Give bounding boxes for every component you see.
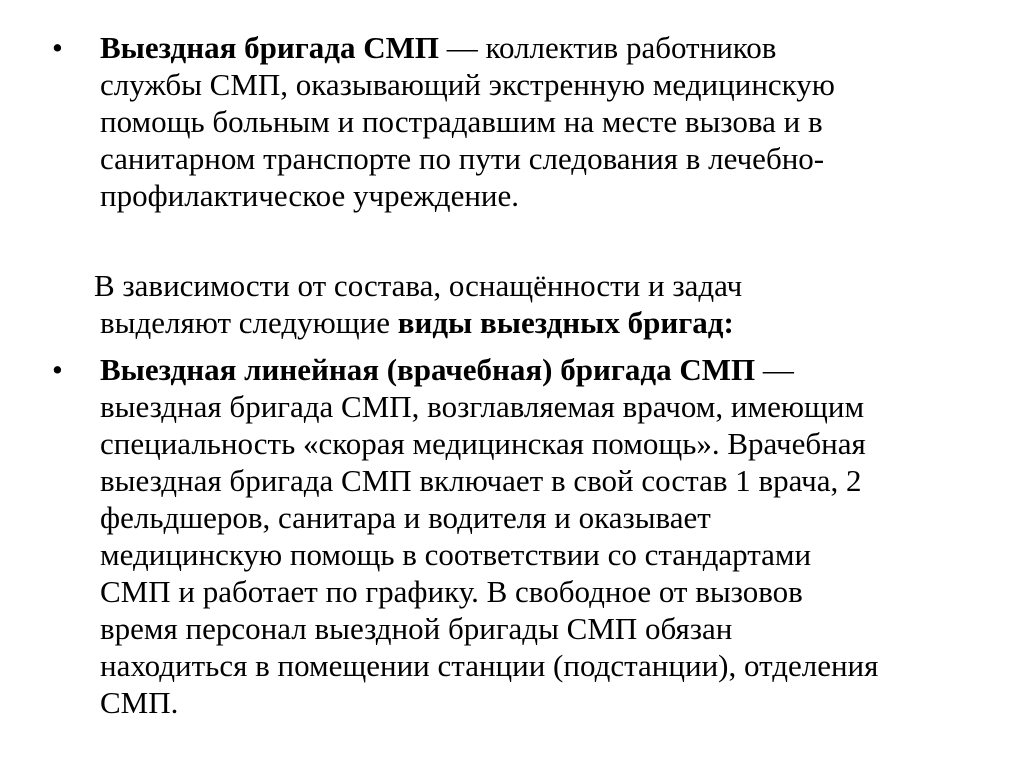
paragraph3-line-2: выездная бригада СМП, возглавляемая врачом, имеющим [100,389,865,424]
paragraph1-line-1-text: — коллектив работников [438,30,777,65]
bullet-1: • [52,30,63,65]
paragraph3-line-3: специальность «скорая медицинская помощь». Врачебная [100,426,866,461]
paragraph1-line-1 [100,30,776,66]
paragraph3-line-9: находиться в помещении станции (подстанции), отделения [100,648,879,683]
paragraph2-line-2-bold: виды выездных бригад: [397,305,734,340]
paragraph3-line-5: фельдшеров, санитара и водителя и оказывает [100,500,711,535]
paragraph3-line-1-bold: Выездная линейная (врачебная) бригада СМП [100,352,756,387]
paragraph2-line-1: В зависимости от состава, оснащённости и задач [94,268,743,303]
bullet-2: • [52,352,63,387]
paragraph1-line-3: помощь больным и пострадавшим на месте вызова и в [100,104,823,139]
paragraph3-line-1 [100,352,794,388]
paragraph3-line-10: СМП. [100,685,179,720]
paragraph3-line-4: выездная бригада СМП включает в свой состав 1 врача, 2 [100,463,862,498]
paragraph1-line-5: профилактическое учреждение. [100,178,520,213]
paragraph2-line-2 [100,305,734,341]
paragraph1-line-4: санитарном транспорте по пути следования в лечебно- [100,141,825,176]
paragraph1-line-1-bold: Выездная бригада СМП [100,30,439,65]
paragraph1-line-2: службы СМП, оказывающий экстренную медицинскую [100,67,835,102]
paragraph3-line-7: СМП и работает по графику. В свободное от вызовов [100,574,803,609]
paragraph2-line-2-text: выделяют следующие [100,305,398,340]
paragraph3-line-8: время персонал выездной бригады СМП обязан [100,611,733,646]
paragraph3-line-1-text: — [755,352,794,387]
paragraph3-line-6: медицинскую помощь в соответствии со стандартами [100,537,812,572]
